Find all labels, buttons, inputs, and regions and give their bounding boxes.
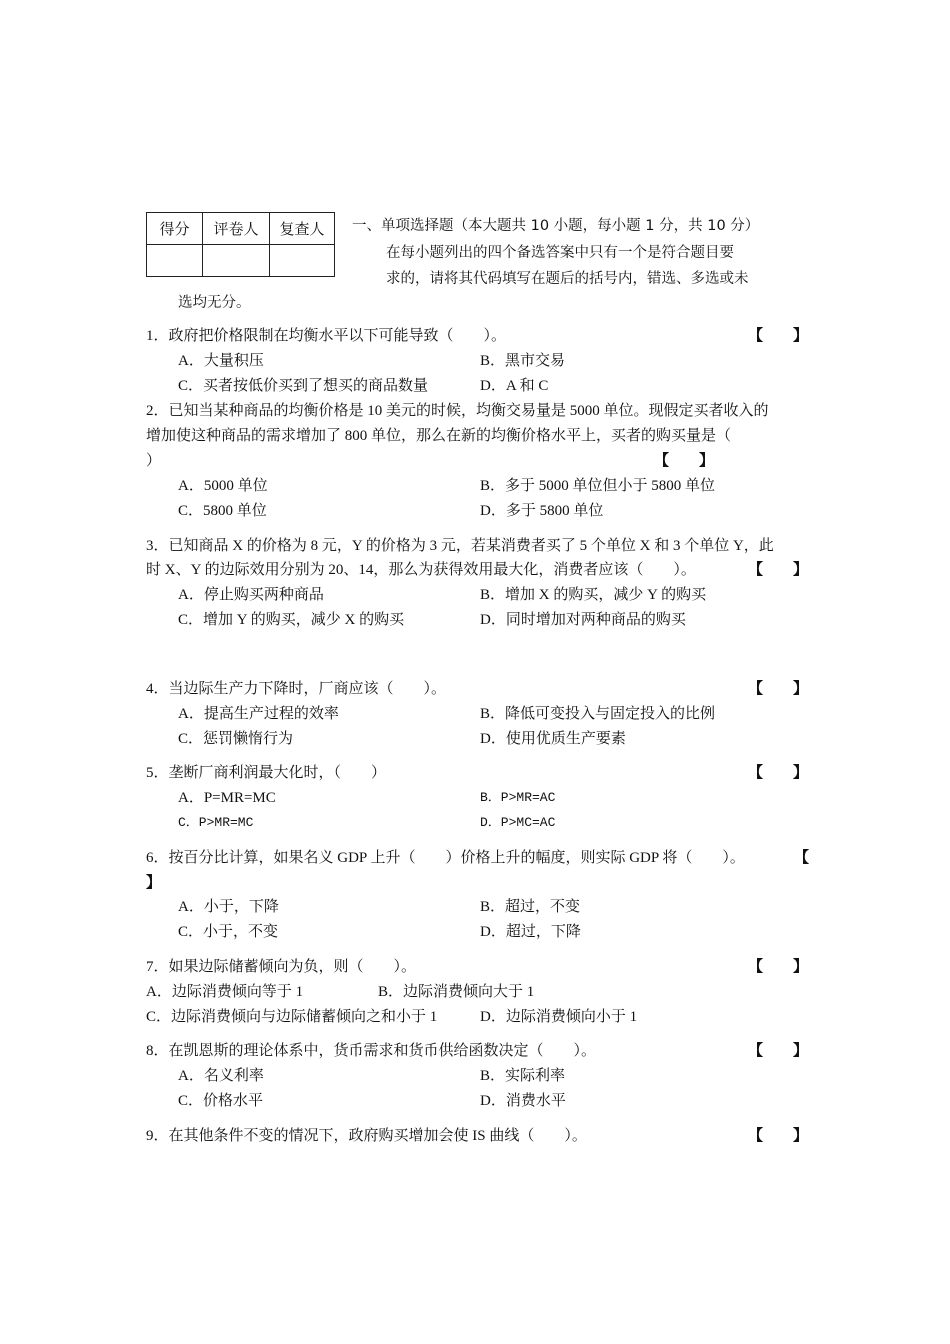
- q5-option-a: A．P=MR=MC: [178, 790, 276, 806]
- q1-option-c: C．买者按低价买到了想买的商品数量: [178, 378, 429, 394]
- q8-option-a: A．名义利率: [178, 1068, 264, 1084]
- question-6-stem: 6．按百分比计算，如果名义 GDP 上升（ ）价格上升的幅度，则实际 GDP 将（ ）。: [146, 850, 745, 866]
- question-1-stem: 1．政府把价格限制在均衡水平以下可能导致（ ）。: [146, 328, 507, 344]
- question-2-line-2: 增加使这种商品的需求增加了 800 单位，那么在新的均衡价格水平上，买者的购买量是（: [146, 428, 732, 444]
- score-cell[interactable]: [147, 245, 203, 277]
- answer-bracket-7[interactable]: 【 】: [748, 959, 809, 975]
- q3-option-a: A．停止购买两种商品: [178, 587, 324, 603]
- answer-bracket-2[interactable]: 【 】: [654, 453, 715, 469]
- q2-option-a: A．5000 单位: [178, 478, 268, 494]
- question-5-stem: 5．垄断厂商利润最大化时，（ ）: [146, 765, 387, 781]
- question-4-stem: 4．当边际生产力下降时，厂商应该（ ）。: [146, 681, 447, 697]
- q3-option-c: C．增加 Y 的购买，减少 X 的购买: [178, 612, 405, 628]
- answer-bracket-8[interactable]: 【 】: [748, 1043, 809, 1059]
- q7-option-c: C．边际消费倾向与边际储蓄倾向之和小于 1: [146, 1009, 438, 1025]
- question-2-line-3: ）: [146, 453, 162, 469]
- q4-option-b: B．降低可变投入与固定投入的比例: [480, 706, 716, 722]
- reviewer-header: 复查人: [270, 213, 335, 245]
- q8-option-d: D．消费水平: [480, 1093, 566, 1109]
- grader-header: 评卷人: [203, 213, 270, 245]
- q7-option-b: B．边际消费倾向大于 1: [378, 984, 535, 1000]
- section-instruction-2: 求的，请将其代码填写在题后的括号内，错选、多选或未: [386, 271, 749, 287]
- answer-bracket-5[interactable]: 【 】: [748, 765, 809, 781]
- q1-option-b: B．黑市交易: [480, 353, 566, 369]
- q2-option-d: D．多于 5800 单位: [480, 503, 604, 519]
- q8-option-c: C．价格水平: [178, 1093, 264, 1109]
- answer-bracket-4[interactable]: 【 】: [748, 681, 809, 697]
- q4-option-c: C．惩罚懒惰行为: [178, 731, 294, 747]
- question-7-stem: 7．如果边际储蓄倾向为负，则（ ）。: [146, 959, 417, 975]
- q6-option-d: D．超过，下降: [480, 924, 581, 940]
- q6-option-a: A．小于，下降: [178, 899, 279, 915]
- q3-option-b: B．增加 X 的购买，减少 Y 的购买: [480, 587, 707, 603]
- q7-option-d: D．边际消费倾向小于 1: [480, 1009, 638, 1025]
- question-3-line-1: 3．已知商品 X 的价格为 8 元，Y 的价格为 3 元，若某消费者买了 5 个单位 X 和 3 个单位 Y，此: [146, 538, 774, 554]
- q6-option-b: B．超过，不变: [480, 899, 581, 915]
- score-table: [146, 212, 335, 277]
- q2-option-b: B．多于 5000 单位但小于 5800 单位: [480, 478, 716, 494]
- section-instruction-1: 在每小题列出的四个备选答案中只有一个是符合题目要: [386, 245, 734, 261]
- question-2-line-1: 2．已知当某种商品的均衡价格是 10 美元的时候，均衡交易量是 5000 单位。现假定买者收入的: [146, 403, 769, 419]
- answer-bracket-1[interactable]: 【 】: [748, 328, 809, 344]
- answer-bracket-3[interactable]: 【 】: [748, 562, 809, 578]
- q2-option-c: C．5800 单位: [178, 503, 267, 519]
- q5-option-d: D．P>MC=AC: [480, 815, 556, 830]
- answer-bracket-6-open[interactable]: 【: [794, 850, 810, 866]
- question-9-stem: 9．在其他条件不变的情况下，政府购买增加会使 IS 曲线（ ）。: [146, 1128, 587, 1144]
- q4-option-a: A．提高生产过程的效率: [178, 706, 339, 722]
- section-instruction-3: 选均无分。: [178, 295, 251, 311]
- reviewer-cell[interactable]: [270, 245, 335, 277]
- q4-option-d: D．使用优质生产要素: [480, 731, 626, 747]
- q5-option-c: C．P>MR=MC: [178, 815, 254, 830]
- section-title: 一、单项选择题（本大题共 10 小题，每小题 1 分，共 10 分）: [352, 218, 760, 234]
- q1-option-a: A．大量积压: [178, 353, 264, 369]
- q5-option-b: B．P>MR=AC: [480, 790, 556, 805]
- score-header: 得分: [147, 213, 203, 245]
- q3-option-d: D．同时增加对两种商品的购买: [480, 612, 686, 628]
- question-8-stem: 8．在凯恩斯的理论体系中，货币需求和货币供给函数决定（ ）。: [146, 1043, 597, 1059]
- answer-bracket-9[interactable]: 【 】: [748, 1128, 809, 1144]
- grader-cell[interactable]: [203, 245, 270, 277]
- question-3-line-2: 时 X、Y 的边际效用分别为 20、14，那么为获得效用最大化，消费者应该（ ）。: [146, 562, 696, 578]
- q7-option-a: A．边际消费倾向等于 1: [146, 984, 304, 1000]
- q6-option-c: C．小于，不变: [178, 924, 279, 940]
- q8-option-b: B．实际利率: [480, 1068, 566, 1084]
- q1-option-d: D．A 和 C: [480, 378, 549, 394]
- answer-bracket-6-close[interactable]: 】: [146, 875, 162, 891]
